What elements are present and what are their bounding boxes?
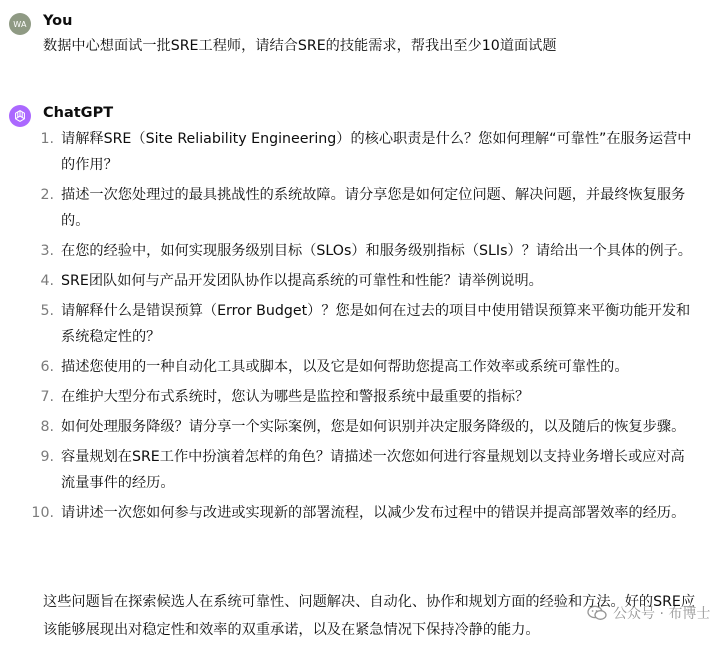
question-text: 描述一次您处理过的最具挑战性的系统故障。请分享您是如何定位问题、解决问题，并最终恢复服务的。 xyxy=(61,187,686,229)
openai-knot-icon xyxy=(13,109,27,123)
question-text: 描述您使用的一种自动化工具或脚本，以及它是如何帮助您提高工作效率或系统可靠性的。 xyxy=(61,359,629,375)
question-text: 如何处理服务降级？请分享一个实际案例，您是如何识别并决定服务降级的，以及随后的恢复步骤。 xyxy=(61,419,686,435)
question-text: 在您的经验中，如何实现服务级别目标（SLOs）和服务级别指标（SLIs）？请给出一个具体的例子。 xyxy=(61,243,692,259)
question-number: 9. xyxy=(40,449,54,465)
question-number: 8. xyxy=(40,419,54,435)
question-text: 请解释SRE（Site Reliability Engineering）的核心职责是什么？您如何理解“可靠性”在服务运营中的作用？ xyxy=(61,131,692,173)
watermark xyxy=(587,603,710,623)
question-number: 2. xyxy=(40,187,54,203)
user-author-name: You xyxy=(43,13,73,29)
user-message-text: 数据中心想面试一批SRE工程师，请结合SRE的技能需求，帮我出至少10道面试题 xyxy=(43,38,557,54)
user-avatar xyxy=(9,13,31,35)
question-text: 在维护大型分布式系统时，您认为哪些是监控和警报系统中最重要的指标？ xyxy=(61,389,530,405)
avatar-initials: WA xyxy=(13,19,27,29)
question-text: SRE团队如何与产品开发团队协作以提高系统的可靠性和性能？请举例说明。 xyxy=(61,273,543,289)
question-number: 10. xyxy=(31,505,54,521)
question-number: 3. xyxy=(40,243,54,259)
question-item xyxy=(0,414,720,440)
question-text: 请解释什么是错误预算（Error Budget）？您是如何在过去的项目中使用错误预算来平衡功能开发和系统稳定性的？ xyxy=(61,303,691,345)
question-list xyxy=(0,126,720,530)
chatgpt-logo-icon xyxy=(9,105,31,127)
closing-paragraph: 这些问题旨在探索候选人在系统可靠性、问题解决、自动化、协作和规划方面的经验和方法。好的SRE应该能够展现出对稳定性和效率的双重承诺，以及在紧急情况下保持冷静的能力。 xyxy=(43,594,696,638)
question-number: 5. xyxy=(40,303,54,319)
question-item xyxy=(0,354,720,380)
question-item xyxy=(0,268,720,294)
question-item xyxy=(0,384,720,410)
wechat-icon xyxy=(587,605,607,621)
question-item xyxy=(0,126,720,178)
question-item xyxy=(0,238,720,264)
question-item xyxy=(0,298,720,350)
assistant-author-name: ChatGPT xyxy=(43,105,114,121)
question-item xyxy=(0,182,720,234)
question-item xyxy=(0,444,720,496)
question-number: 1. xyxy=(40,131,54,147)
question-item xyxy=(0,500,720,526)
watermark-text: 公众号 · 布博士 xyxy=(613,606,711,622)
question-number: 7. xyxy=(40,389,54,405)
question-text: 容量规划在SRE工作中扮演着怎样的角色？请描述一次您如何进行容量规划以支持业务增长或应对高流量事件的经历。 xyxy=(61,449,685,491)
question-number: 6. xyxy=(40,359,54,375)
question-number: 4. xyxy=(40,273,54,289)
question-text: 请讲述一次您如何参与改进或实现新的部署流程，以减少发布过程中的错误并提高部署效率的经历。 xyxy=(61,505,686,521)
